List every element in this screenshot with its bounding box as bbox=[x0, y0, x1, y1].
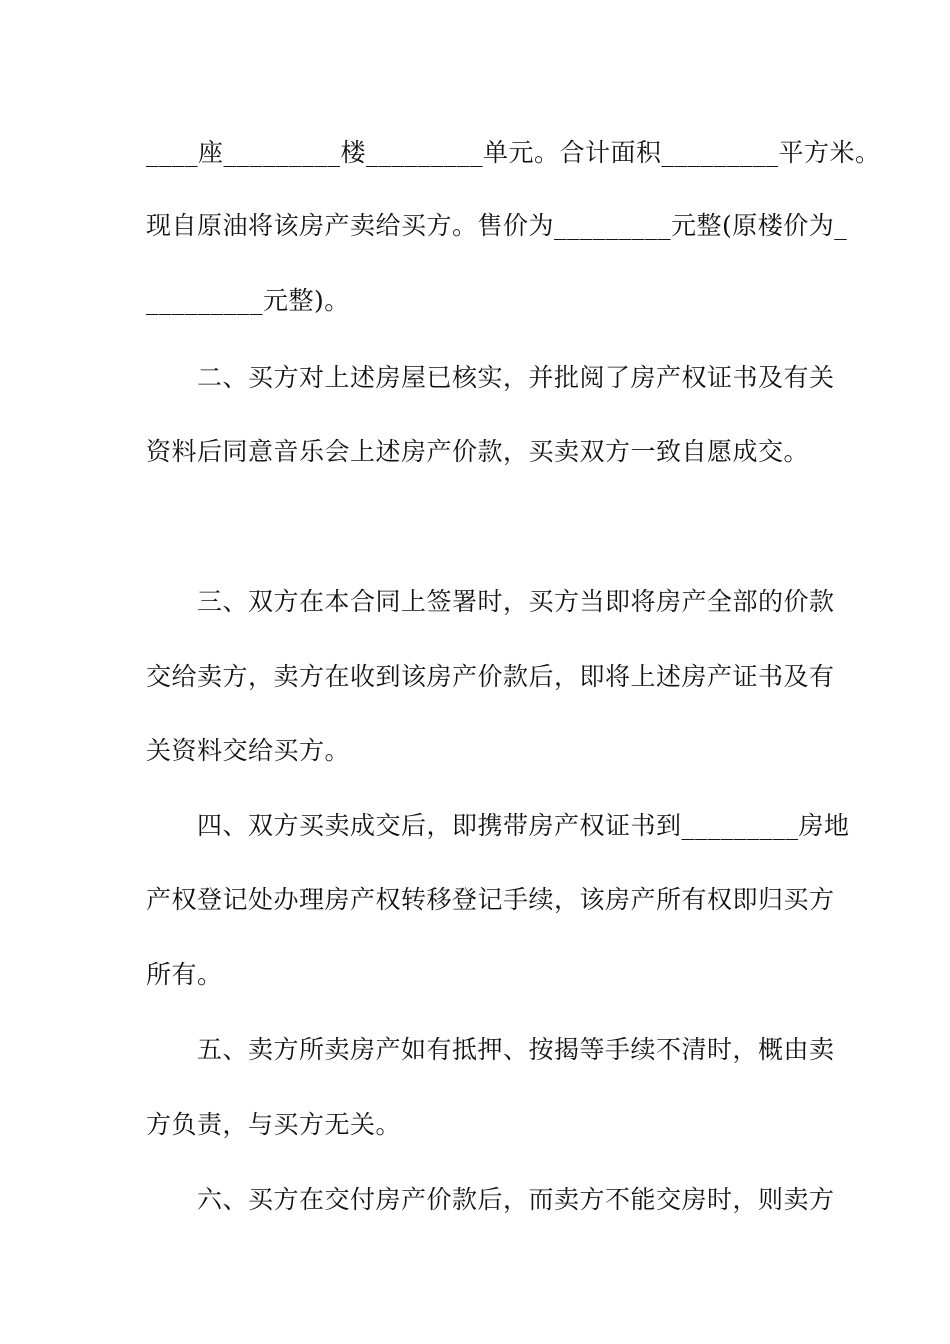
text-line-1: ____座_________楼_________单元。合计面积_________平方米。 bbox=[146, 138, 881, 167]
text-line-3: _________元整)。 bbox=[146, 286, 350, 315]
text-line-6: 三、双方在本合同上签署时，买方当即将房产全部的价款 bbox=[146, 587, 835, 616]
text-line-11: 所有。 bbox=[146, 960, 223, 989]
text-line-13: 方负责，与买方无关。 bbox=[146, 1110, 402, 1139]
text-line-9: 四、双方买卖成交后，即携带房产权证书到_________房地 bbox=[146, 811, 850, 840]
text-line-4: 二、买方对上述房屋已核实，并批阅了房产权证书及有关 bbox=[146, 363, 835, 392]
text-line-12: 五、卖方所卖房产如有抵押、按揭等手续不清时，概由卖 bbox=[146, 1035, 835, 1064]
text-line-5: 资料后同意音乐会上述房产价款，买卖双方一致自愿成交。 bbox=[146, 437, 810, 466]
text-line-7: 交给卖方，卖方在收到该房产价款后，即将上述房产证书及有 bbox=[146, 662, 835, 691]
text-line-8: 关资料交给买方。 bbox=[146, 736, 351, 765]
text-line-14: 六、买方在交付房产价款后，而卖方不能交房时，则卖方 bbox=[146, 1185, 835, 1214]
text-line-2: 现自原油将该房产卖给买方。售价为_________元整(原楼价为_ bbox=[146, 211, 848, 240]
text-line-10: 产权登记处办理房产权转移登记手续，该房产所有权即归买方 bbox=[146, 885, 835, 914]
